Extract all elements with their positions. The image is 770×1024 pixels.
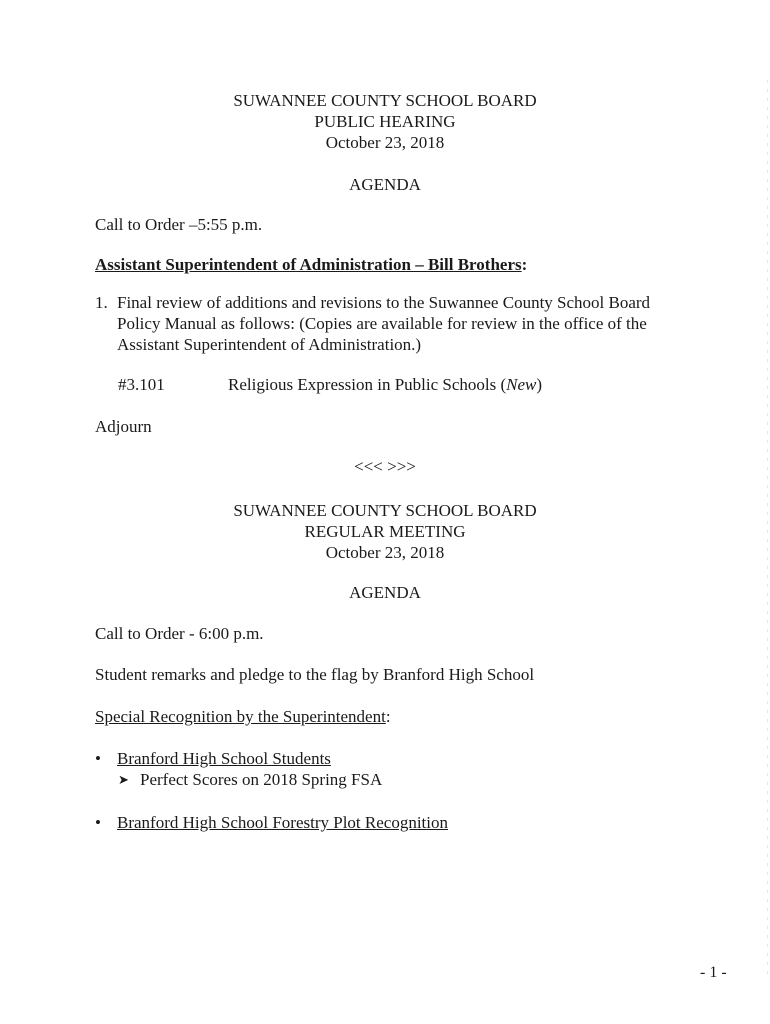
recognition-heading-colon: :	[385, 707, 391, 726]
policy-title-close: )	[536, 375, 543, 394]
hearing-type: PUBLIC HEARING	[314, 112, 456, 131]
page-number: - 1 -	[700, 964, 727, 981]
hearing-section-heading	[95, 254, 527, 275]
hearing-call-to-order: Call to Order –5:55 p.m.	[95, 215, 263, 234]
recognition-heading-text: Special Recognition by the Superintendent	[95, 707, 386, 726]
item-text: Final review of additions and revisions to the Suwannee County School Board Policy Manual as follows: (Copies are available for review in the office of the Assistant Superintendent of Administration.)	[117, 293, 651, 354]
recognition-heading	[95, 706, 391, 727]
bullet-icon: •	[95, 749, 101, 768]
regular-agenda-title: AGENDA	[349, 583, 421, 602]
item-number: 1.	[95, 293, 108, 312]
policy-title	[228, 374, 542, 395]
regular-call-to-order: Call to Order - 6:00 p.m.	[95, 624, 264, 643]
policy-status: New	[506, 375, 537, 394]
scan-edge-mark	[767, 80, 768, 980]
sub-bullet-1-text: Perfect Scores on 2018 Spring FSA	[140, 770, 383, 789]
hearing-date: October 23, 2018	[325, 133, 445, 152]
regular-org-title: SUWANNEE COUNTY SCHOOL BOARD	[233, 501, 537, 520]
hearing-adjourn: Adjourn	[95, 417, 152, 436]
regular-header	[0, 500, 770, 563]
bullet-1-text: Branford High School Students	[117, 749, 331, 768]
section-separator: <<< >>>	[354, 457, 416, 476]
bullet-icon: •	[95, 813, 101, 832]
hearing-org-title: SUWANNEE COUNTY SCHOOL BOARD	[233, 91, 537, 110]
regular-type: REGULAR MEETING	[304, 522, 466, 541]
section-heading-text: Assistant Superintendent of Administration – Bill Brothers	[95, 255, 522, 274]
bullet-2-text: Branford High School Forestry Plot Recognition	[117, 813, 449, 832]
student-remarks: Student remarks and pledge to the flag by Branford High School	[95, 665, 535, 684]
hearing-agenda-title: AGENDA	[349, 175, 421, 194]
arrow-bullet-icon: ➤	[118, 772, 129, 787]
policy-title-text: Religious Expression in Public Schools (	[228, 375, 507, 394]
section-heading-colon: :	[521, 255, 528, 274]
policy-number: #3.101	[118, 375, 165, 394]
regular-date: October 23, 2018	[325, 543, 445, 562]
hearing-header	[0, 90, 770, 153]
